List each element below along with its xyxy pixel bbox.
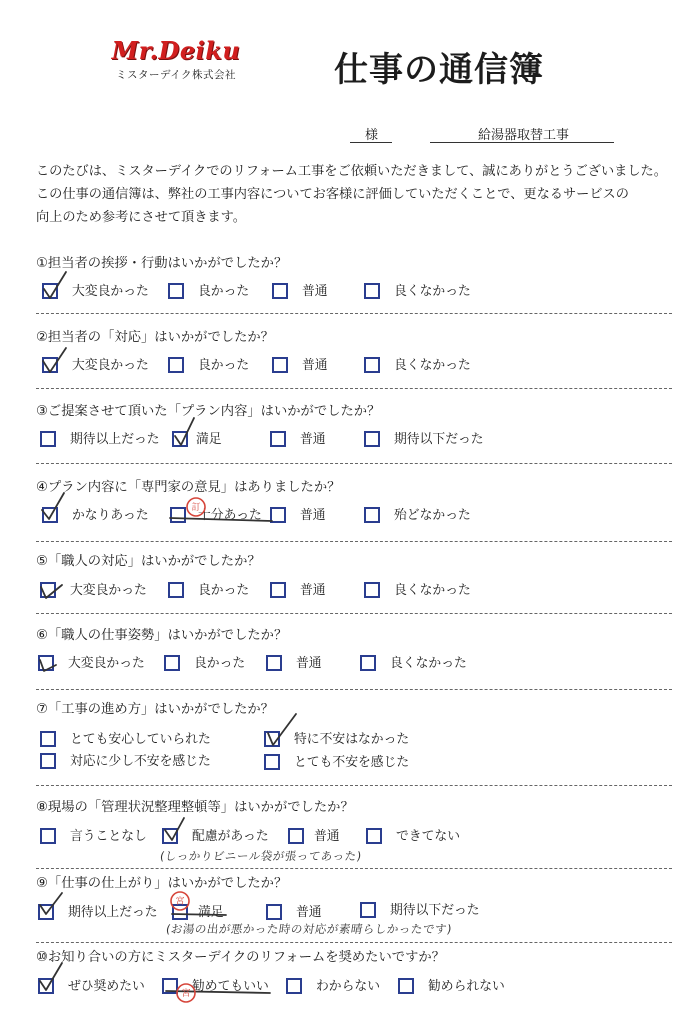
question-title: ⑨「仕事の仕上がり」はいかがでしたか？ [36,876,288,891]
question-title: ⑥「職人の仕事姿勢」はいかがでしたか？ [36,628,288,643]
checkbox[interactable] [168,283,184,299]
option-label: 大変良かった [72,284,149,299]
option-label: 対応に少し不安を感じた [70,754,211,769]
company-logo [102,36,250,82]
checkbox[interactable] [360,655,376,671]
option-label: 良くなかった [390,656,467,671]
document-title: 仕事の通信簿 [334,50,544,90]
customer-name-field [350,126,392,143]
divider [36,785,672,786]
checkbox[interactable] [38,904,54,920]
option-label: 満足 [198,905,224,920]
seal-char: 宮 [181,989,191,999]
checkbox[interactable] [40,431,56,447]
question-6 [36,626,676,671]
divider [36,613,672,614]
customer-suffix: 様 [364,128,378,143]
option-label: 普通 [296,656,322,671]
checkbox[interactable] [272,357,288,373]
logo-mark: Mr.Deiku [111,36,241,65]
checkbox[interactable] [264,731,280,747]
checkbox[interactable] [286,978,302,994]
option-label: 十分あった [198,508,262,523]
question-1 [36,254,676,299]
option-label: 普通 [302,358,328,373]
checkbox[interactable] [42,507,58,523]
checkbox[interactable] [164,655,180,671]
option-label: 良くなかった [394,358,471,373]
option-label: 普通 [300,432,326,447]
option-label: 普通 [296,905,322,920]
checkbox[interactable] [364,431,380,447]
checkbox[interactable] [172,904,188,920]
checkbox[interactable] [398,978,414,994]
option-label: 大変良かった [72,358,149,373]
checkbox[interactable] [264,754,280,770]
divider [36,689,672,690]
option-label: 普通 [314,829,340,844]
option-label: 期待以上だった [70,432,160,447]
question-title: ④プラン内容に「専門家の意見」はありましたか？ [36,480,341,495]
checkbox[interactable] [42,357,58,373]
question-title: ③ご提案させて頂いた「プラン内容」はいかがでしたか？ [36,404,381,419]
checkbox[interactable] [168,582,184,598]
question-7 [36,700,676,770]
intro-line: 向上のため参考にさせて頂きます。 [36,210,246,225]
work-type-field [430,126,614,143]
option-label: 期待以下だった [390,903,480,918]
intro-line: この仕事の通信簿は、弊社の工事内容についてお客様に評価していただくことで、更なるサービスの [36,187,629,202]
option-label: 言うことなし [70,829,147,844]
checkbox[interactable] [364,283,380,299]
option-label: 特に不安はなかった [294,732,410,747]
work-type: 給湯器取替工事 [478,128,570,143]
divider [36,463,672,464]
company-name: ミスターデイク株式会社 [115,69,237,81]
checkbox[interactable] [270,582,286,598]
divider [36,868,672,869]
question-title: ⑤「職人の対応」はいかがでしたか？ [36,554,261,569]
divider [36,541,672,542]
option-label: 普通 [300,583,326,598]
checkbox[interactable] [168,357,184,373]
intro-line: このたびは、ミスターデイクでのリフォーム工事をご依頼いただきまして、誠にありがとうございました。 [36,164,667,179]
option-label: かなりあった [72,508,149,523]
checkbox[interactable] [270,431,286,447]
checkbox[interactable] [40,753,56,769]
option-label: 勧められない [428,979,505,994]
question-3 [36,402,676,447]
option-label: 配慮があった [192,829,269,844]
question-5 [36,552,676,598]
option-label: わからない [316,979,380,994]
handwritten-comment-q9: (お湯の出が悪かった時の対応が素晴らしかったです) [165,922,453,936]
option-label: 良くなかった [394,284,471,299]
option-label: 期待以上だった [68,905,158,920]
checkbox[interactable] [162,978,178,994]
option-label: 良かった [198,358,250,373]
question-title: ①担当者の挨拶・行動はいかがでしたか？ [36,256,288,271]
checkbox[interactable] [366,828,382,844]
checkbox[interactable] [38,655,54,671]
option-label: 良くなかった [394,583,471,598]
question-title: ⑦「工事の進め方」はいかがでしたか？ [36,702,274,717]
handwritten-comment-q8: (しっかりビニール袋が張ってあった) [159,849,363,863]
option-label: 大変良かった [70,583,147,598]
checkbox[interactable] [266,655,282,671]
question-4 [36,478,676,523]
question-title: ⑧現場の「管理状況整理整頓等」はいかがでしたか？ [36,800,354,815]
checkbox[interactable] [272,283,288,299]
option-label: 勧めてもいい [192,979,269,994]
checkbox[interactable] [364,357,380,373]
checkbox[interactable] [40,731,56,747]
question-10 [36,948,676,994]
intro-text [36,160,676,229]
checkbox[interactable] [360,902,376,918]
checkbox[interactable] [270,507,286,523]
question-9 [36,874,676,920]
checkbox[interactable] [172,431,188,447]
question-8 [36,798,676,844]
checkbox[interactable] [162,828,178,844]
seal-char: 訂 [191,503,201,513]
option-label: 期待以下だった [394,432,484,447]
checkbox[interactable] [364,507,380,523]
option-label: 大変良かった [68,656,145,671]
option-label: 普通 [300,508,326,523]
option-label: とても不安を感じた [294,755,410,770]
option-label: できてない [396,829,460,844]
option-label: 殆どなかった [394,508,471,523]
checkbox[interactable] [266,904,282,920]
checkbox[interactable] [170,507,186,523]
checkbox[interactable] [38,978,54,994]
option-label: 良かった [194,656,246,671]
option-label: 良かった [198,583,250,598]
divider [36,388,672,389]
seal-char: 宮 [175,897,185,907]
question-title: ②担当者の「対応」はいかがでしたか？ [36,330,274,345]
checkbox[interactable] [288,828,304,844]
option-label: ぜひ奨めたい [68,979,145,994]
checkbox[interactable] [40,582,56,598]
question-title: ⑩お知り合いの方にミスターデイクのリフォームを奨めたいですか？ [36,950,445,965]
question-2 [36,328,676,373]
option-label: とても安心していられた [70,732,211,747]
checkbox[interactable] [40,828,56,844]
option-label: 良かった [198,284,250,299]
divider [36,313,672,314]
checkbox[interactable] [42,283,58,299]
option-label: 満足 [196,432,222,447]
divider [36,942,672,943]
checkbox[interactable] [364,582,380,598]
option-label: 普通 [302,284,328,299]
